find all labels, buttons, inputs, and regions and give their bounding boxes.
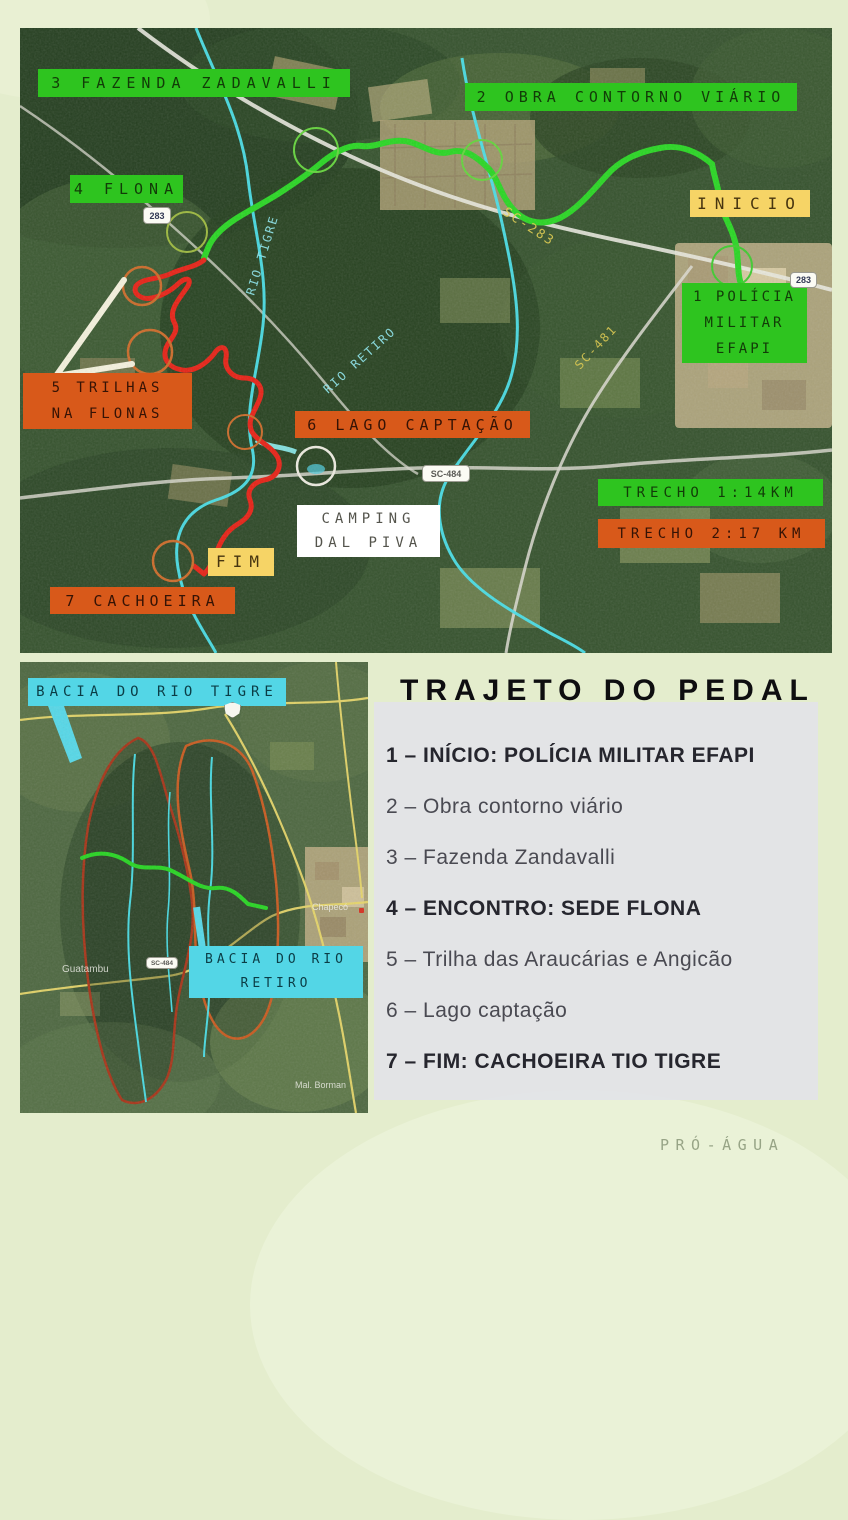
legend-item-5: 5 – Trilha das Araucárias e Angicão [386, 948, 733, 971]
tag-trilhas-line1: 5 TRILHAS [51, 380, 164, 396]
tag-trilhas-na-flonas [23, 373, 192, 429]
legend-item-2: 2 – Obra contorno viário [386, 795, 624, 818]
tag-bacia-tigre-text: BACIA DO RIO TIGRE [36, 684, 278, 700]
brand-pro-agua: PRÓ-ÁGUA [660, 1136, 785, 1154]
legend-item-6: 6 – Lago captação [386, 999, 568, 1022]
main-route-map [20, 28, 832, 653]
tag-cachoeira-text: 7 CACHOEIRA [65, 591, 220, 610]
tag-camping-line1: CAMPING [321, 511, 416, 527]
tag-trecho-1 [598, 479, 823, 506]
tag-trecho2-text: TRECHO 2:17 KM [617, 525, 806, 542]
tag-camping-dal-piva [297, 505, 440, 557]
tag-fim [208, 548, 274, 576]
tag-policia-line3: EFAPI [715, 341, 774, 357]
tag-bacia-retiro-line2: RETIRO [240, 976, 312, 991]
tag-fazenda-zadavalli [38, 69, 350, 97]
mini-map-satellite-art [20, 662, 368, 1113]
badge-283-east-text: 283 [795, 275, 812, 285]
legend-item-3: 3 – Fazenda Zandavalli [386, 846, 616, 869]
watershed-map [20, 662, 368, 1113]
chapeco-city-dot [359, 908, 364, 913]
page-title: TRAJETO DO PEDAL [400, 674, 815, 707]
tag-trilhas-line2: NA FLONAS [51, 406, 164, 422]
town-label-mal-borman: Mal. Borman [295, 1080, 347, 1090]
road-badge-283-east [790, 272, 817, 288]
town-label-chapeco: Chapecó [312, 902, 349, 912]
mini-badge-sc484-text: SC-484 [150, 959, 174, 967]
tag-flona [70, 175, 183, 203]
legend-item-4: 4 – ENCONTRO: SEDE FLONA [386, 897, 702, 920]
tag-cachoeira [50, 587, 235, 614]
road-badge-283-west [143, 207, 171, 224]
tag-fim-text: FIM [216, 552, 266, 571]
legend-item-1: 1 – INÍCIO: POLÍCIA MILITAR EFAPI [386, 744, 755, 767]
tag-bacia-rio-tigre [28, 678, 286, 706]
background-accent-shape [250, 1090, 848, 1520]
tag-lago-captacao [295, 411, 530, 438]
tag-obra-contorno [465, 83, 797, 111]
badge-283-west-text: 283 [149, 210, 165, 221]
tag-bacia-retiro-line1: BACIA DO RIO [205, 952, 347, 967]
tag-camping-line2: DAL PIVA [314, 535, 423, 551]
tag-fazenda-text: 3 FAZENDA ZADAVALLI [51, 74, 337, 92]
tag-flona-text: 4 FLONA [73, 180, 180, 198]
tag-obra-text: 2 OBRA CONTORNO VIÁRIO [476, 88, 786, 106]
mini-grain-overlay [20, 662, 368, 1113]
tag-inicio-text: INICIO [697, 193, 803, 213]
tag-policia-line2: MILITAR [704, 315, 785, 331]
legend-item-7: 7 – FIM: CACHOEIRA TIO TIGRE [386, 1050, 722, 1073]
tag-inicio [690, 190, 810, 217]
road-badge-sc484 [422, 465, 470, 482]
tag-trecho-2 [598, 519, 825, 548]
tag-lago-text: 6 LAGO CAPTAÇÃO [307, 415, 518, 434]
legend-list [386, 744, 816, 1074]
tag-policia-line1: 1 POLÍCIA [693, 289, 796, 305]
mini-road-badge-sc484 [146, 957, 178, 969]
tag-trecho1-text: TRECHO 1:14KM [623, 484, 798, 501]
tag-policia-militar-efapi [682, 283, 807, 363]
town-label-guatambu: Guatambu [62, 964, 109, 975]
tag-bacia-rio-retiro [189, 946, 363, 998]
badge-sc484-text: SC-484 [430, 468, 462, 479]
